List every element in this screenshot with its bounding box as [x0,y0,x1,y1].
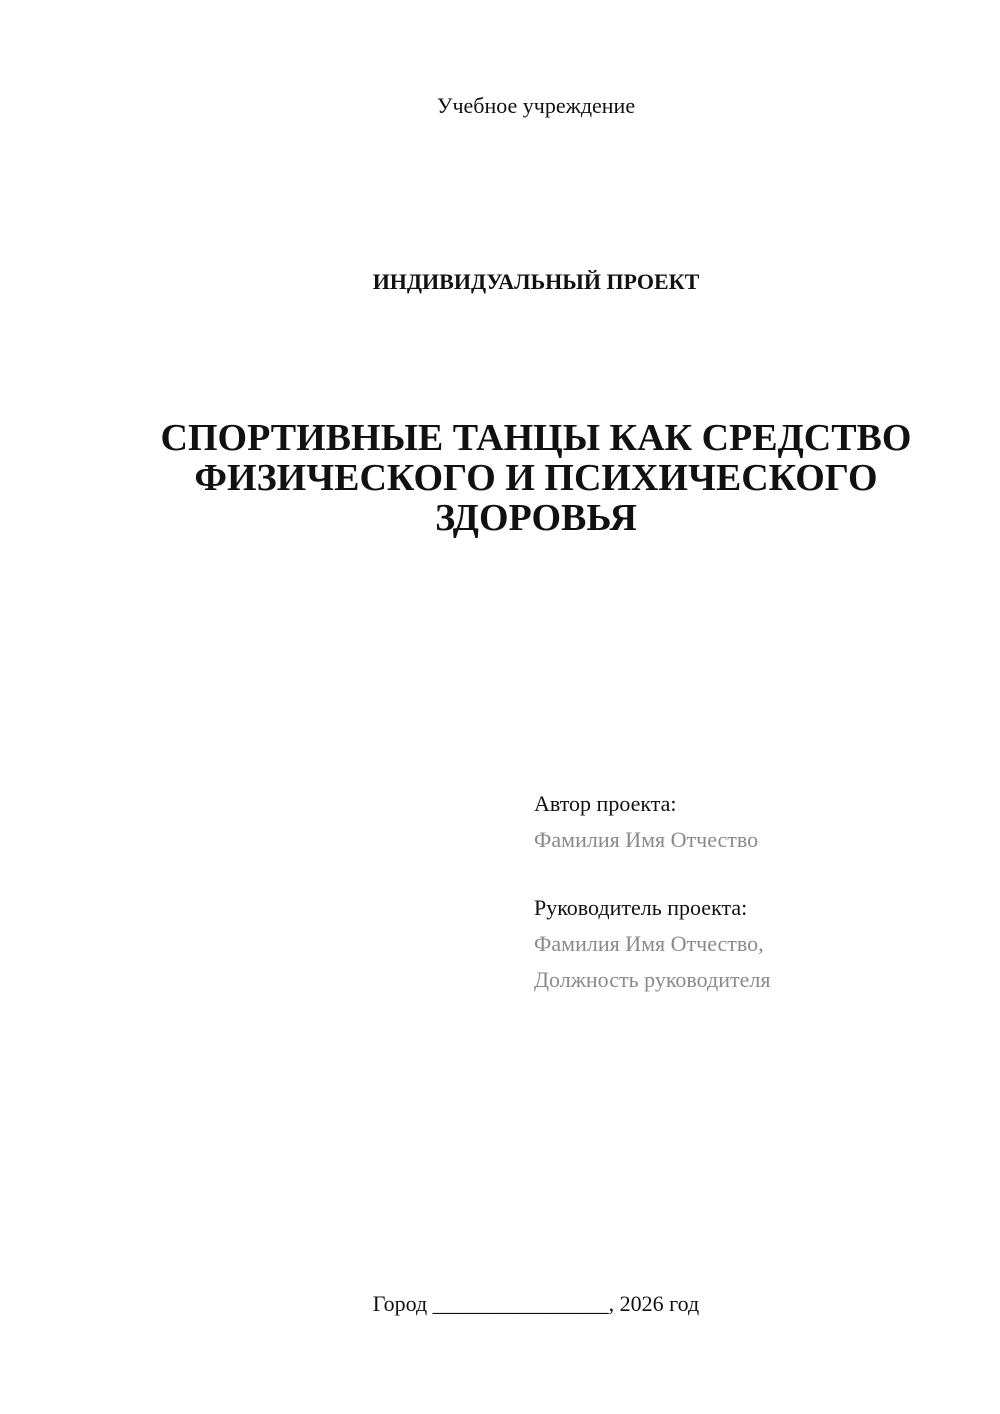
institution-name: Учебное учреждение [436,93,636,118]
author-name: Фамилия Имя Отчество [534,827,759,852]
project-title-line: ФИЗИЧЕСКОГО И ПСИХИЧЕСКОГО [194,457,878,499]
supervisor-label: Руководитель проекта: [534,895,748,920]
supervisor-position: Должность руководителя [534,967,771,992]
project-title-line: СПОРТИВНЫЕ ТАНЦЫ КАК СРЕДСТВО [160,417,912,459]
spacer [534,858,974,890]
city-year-footer: Город ________________, 2026 год [372,1291,700,1316]
project-title-line: ЗДОРОВЬЯ [435,497,637,539]
supervisor-name: Фамилия Имя Отчество, [534,931,764,956]
signature-block [534,786,974,998]
document-type: ИНДИВИДУАЛЬНЫЙ ПРОЕКТ [372,269,700,294]
project-title [150,418,922,538]
author-label: Автор проекта: [534,791,677,816]
